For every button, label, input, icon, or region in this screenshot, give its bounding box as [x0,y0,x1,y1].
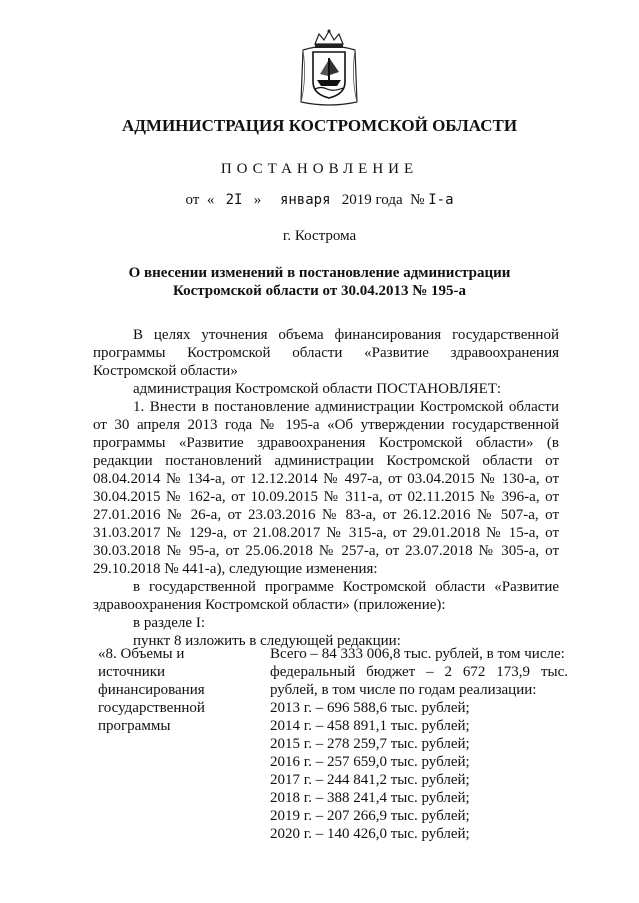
item-1-paragraph: 1. Внести в постановление администрации Костромской области от 30 апреля 2013 года № 195-а «Об утверждении государственной программы «Развитие здравоохранения Костромской области» (в редакции постановлений администрации Костромской области от 08.04.2014 № 134-а, от 12.12.2014 № 497-а, от 03.04.2015 № 130-а, от 30.04.2015 № 162-а, от 10.09.2015 № 311-а, от 02.11.2015 № 396-а, от 27.01.2016 № 26-а, от 23.03.2016 № 83-а, от 26.12.2016 № 507-а, от 31.03.2017 № 129-а, от 21.08.2017 № 315-а, от 29.01.2018 № 15-а, от 30.03.2018 № 95-а, от 25.06.2018 № 257-а, от 23.07.2018 № 305-а, от 29.10.2018 № 441-а), следующие изменения: [93,399,559,577]
document-number: I-а [428,192,454,208]
city: г. Кострома [282,228,357,244]
document-body [93,326,559,650]
program-paragraph: в государственной программе Костромской области «Развитие здравоохранения Костромской области» (приложение): [93,579,559,613]
federal-continuation: рублей, в том числе по годам реализации: [270,682,537,698]
resolution-paragraph: администрация Костромской области ПОСТАНОВЛЯЕТ: [133,381,502,397]
left-cell-line: источники [98,664,166,680]
date-open-quote: « [206,192,215,208]
left-cell-line: финансирования [98,682,205,698]
year-row: 2017 г. – 244 841,2 тыс. рублей; [270,772,470,788]
subject-line-2: Костромской области от 30.04.2013 № 195-а [172,283,467,299]
year-row: 2016 г. – 257 659,0 тыс. рублей; [270,754,470,770]
preamble-paragraph: В целях уточнения объема финансирования государственной программы Костромской области «Развитие здравоохранения Костромской области» [93,327,559,379]
document-type: ПОСТАНОВЛЕНИЕ [220,161,419,177]
number-sign: № [410,192,425,208]
year-row: 2020 г. – 140 426,0 тыс. рублей; [270,826,470,842]
point-paragraph: пункт 8 изложить в следующей редакции: [133,633,401,649]
organization-title: АДМИНИСТРАЦИЯ КОСТРОМСКОЙ ОБЛАСТИ [121,116,518,135]
date-month: января [279,192,331,208]
year-row: 2014 г. – 458 891,1 тыс. рублей; [270,718,470,734]
section-paragraph: в разделе I: [133,615,205,631]
left-cell-line: государственной [98,700,205,716]
table-left-cell [98,645,258,735]
date-day: 2I [225,192,243,208]
subject-line-1: О внесении изменений в постановление администрации [128,265,511,281]
total-line: Всего – 84 333 006,8 тыс. рублей, в том числе: [270,646,565,662]
year-row: 2013 г. – 696 588,6 тыс. рублей; [270,700,470,716]
year-row: 2018 г. – 388 241,4 тыс. рублей; [270,790,470,806]
date-prefix: от [185,192,200,208]
left-cell-line: программы [98,718,171,734]
document-date-line [0,192,639,209]
date-year: 2019 года [341,192,403,208]
table-right-cell [270,645,568,843]
document-subject [60,264,579,300]
left-cell-line: «8. Объемы и [98,646,185,662]
date-close-quote: » [253,192,262,208]
year-row: 2015 г. – 278 259,7 тыс. рублей; [270,736,470,752]
federal-line: федеральный бюджет – 2 672 173,9 тыс. [270,664,568,680]
coat-of-arms-icon [297,28,361,108]
year-row: 2019 г. – 207 266,9 тыс. рублей; [270,808,470,824]
